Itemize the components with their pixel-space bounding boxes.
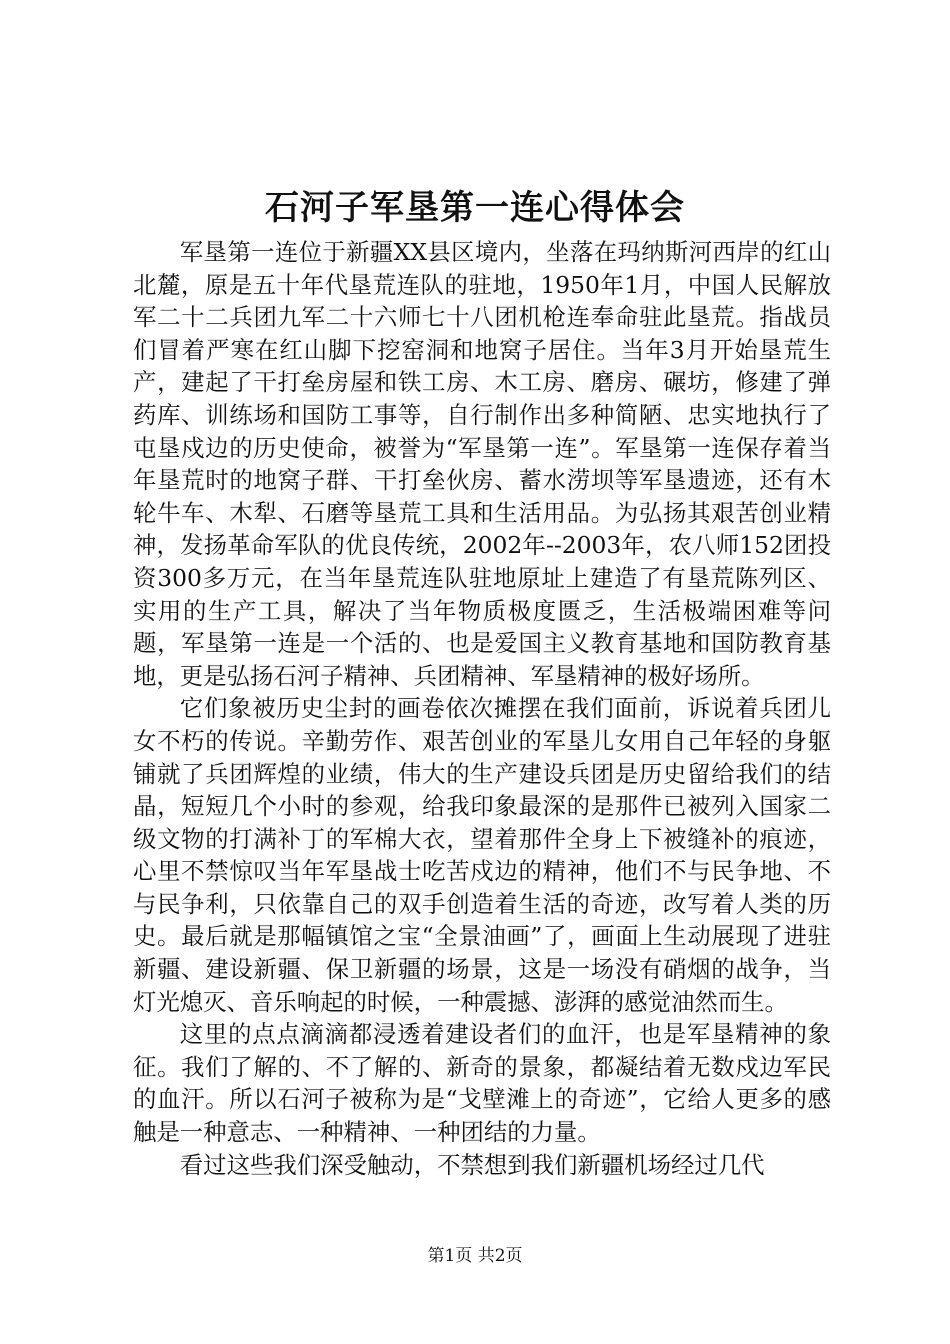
paragraph-3: 这里的点点滴滴都浸透着建设者们的血汗，也是军垦精神的象征。我们了解的、不了解的、新奇的景象，都凝结着无数戍边军民的血汗。所以石河子被称为是“戈壁滩上的奇迹”，它给人更多的感触是一种意志、一种精神、一种团结的力量。 bbox=[133, 1020, 831, 1147]
paragraph-4: 看过这些我们深受触动，不禁想到我们新疆机场经过几代 bbox=[179, 1150, 765, 1179]
paragraph-2: 它们象被历史尘封的画卷依次摊摆在我们面前，诉说着兵团儿女不朽的传说。辛勤劳作、艰苦创业的军垦儿女用自己年轻的身躯铺就了兵团辉煌的业绩，伟大的生产建设兵团是历史留给我们的结晶，短短几个小时的参观，给我印象最深的是那件已被列入国家二级文物的打满补丁的军棉大衣，望着那件全身上下被缝补的痕迹，心里不禁惊叹当年军垦战士吃苦戍边的精神，他们不与民争地、不与民争利，只依靠自己的双手创造着生活的奇迹，改写着人类的历史。最后就是那幅镇馆之宝“全景油画”了，画面上生动展现了进驻新疆、建设新疆、保卫新疆的场景，这是一场没有硝烟的战争，当灯光熄灭、音乐响起的时候，一种震撼、澎湃的感觉油然而生。 bbox=[133, 694, 831, 1016]
page-footer: 第1页 共2页 bbox=[427, 1246, 523, 1266]
paragraph-1: 军垦第一连位于新疆XX县区境内，坐落在玛纳斯河西岸的红山北麓，原是五十年代垦荒连队的驻地，1950年1月，中国人民解放军二十二兵团九军二十六师七十八团机枪连奉命驻此垦荒。指战员们冒着严寒在红山脚下挖窑洞和地窝子居住。当年3月开始垦荒生产，建起了干打垒房屋和铁工房、木工房、磨房、碾坊，修建了弹药库、训练场和国防工事等，自行制作出多种简陋、忠实地执行了屯垦戍边的历史使命，被誉为“军垦第一连”。军垦第一连保存着当年垦荒时的地窝子群、干打垒伙房、蓄水涝坝等军垦遗迹，还有木轮牛车、木犁、石磨等垦荒工具和生活用品。为弘扬其艰苦创业精神，发扬革命军队的优良传统，2002年--2003年，农八师152团投资300多万元，在当年垦荒连队驻地原址上建造了有垦荒陈列区、实用的生产工具，解决了当年物质极度匮乏，生活极端困难等问题，军垦第一连是一个活的、也是爱国主义教育基地和国防教育基地，更是弘扬石河子精神、兵团精神、军垦精神的极好场所。 bbox=[133, 238, 831, 690]
document-title: 石河子军垦第一连心得体会 bbox=[265, 188, 685, 228]
document-body bbox=[133, 236, 831, 1181]
